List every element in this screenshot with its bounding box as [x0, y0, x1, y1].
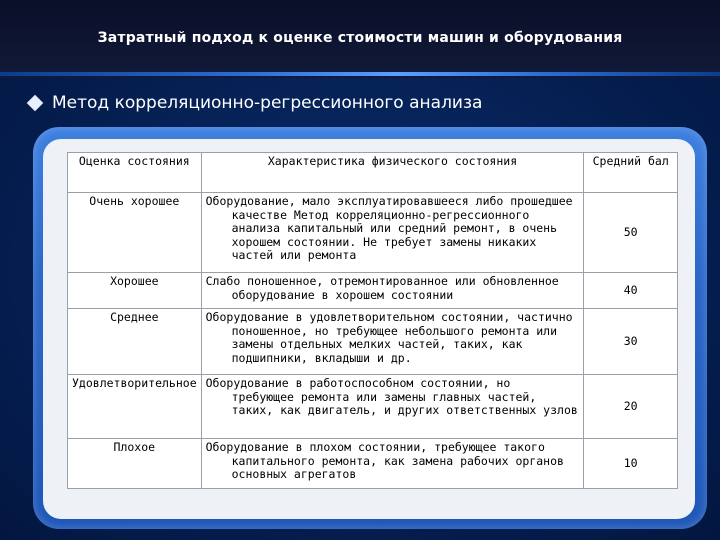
table-row: [68, 193, 678, 273]
table-row: [68, 439, 678, 489]
slide-subtitle: Метод корреляционно-регрессионного анализа: [52, 93, 483, 113]
title-bar: [0, 0, 720, 78]
table-row: [68, 309, 678, 375]
row-score: 40: [584, 273, 678, 309]
slide-title: Затратный подход к оценке стоимости машин и оборудования: [97, 30, 623, 46]
subtitle-row: [28, 93, 482, 113]
row-state: Удовлетворительное: [68, 375, 202, 439]
row-description: Оборудование, мало эксплуатировавшееся либо прошедшее качестве Метод корреляционно-регрессионного анализа капитальный или средний ремонт, в очень хорошем состоянии. Не требует замены никаких частей или ремонта: [201, 193, 584, 273]
header-score: Средний бал: [584, 153, 678, 193]
row-state: Среднее: [68, 309, 202, 375]
row-description: Оборудование в плохом состоянии, требующее такого капитального ремонта, как замена рабочих органов основных агрегатов: [201, 439, 584, 489]
header-description: Характеристика физического состояния: [201, 153, 584, 193]
row-description: Слабо поношенное, отремонтированное или обновленное оборудование в хорошем состоянии: [201, 273, 584, 309]
row-description: Оборудование в удовлетворительном состоянии, частично поношенное, но требующее небольшого ремонта или замены отдельных мелких частей, таких, как подшипники, вкладыши и др.: [201, 309, 584, 375]
title-divider: [0, 72, 720, 76]
row-state: Плохое: [68, 439, 202, 489]
table-row: [68, 273, 678, 309]
bullet-diamond-icon: [28, 96, 42, 110]
row-state: Хорошее: [68, 273, 202, 309]
table-header-row: [68, 153, 678, 193]
header-state: Оценка состояния: [68, 153, 202, 193]
row-state: Очень хорошее: [68, 193, 202, 273]
row-score: 20: [584, 375, 678, 439]
table-row: [68, 375, 678, 439]
row-score: 30: [584, 309, 678, 375]
row-score: 10: [584, 439, 678, 489]
row-score: 50: [584, 193, 678, 273]
row-description: Оборудование в работоспособном состоянии, но требующее ремонта или замены главных частей, таких, как двигатель, и других ответственных узлов: [201, 375, 584, 439]
condition-table: [67, 152, 678, 489]
